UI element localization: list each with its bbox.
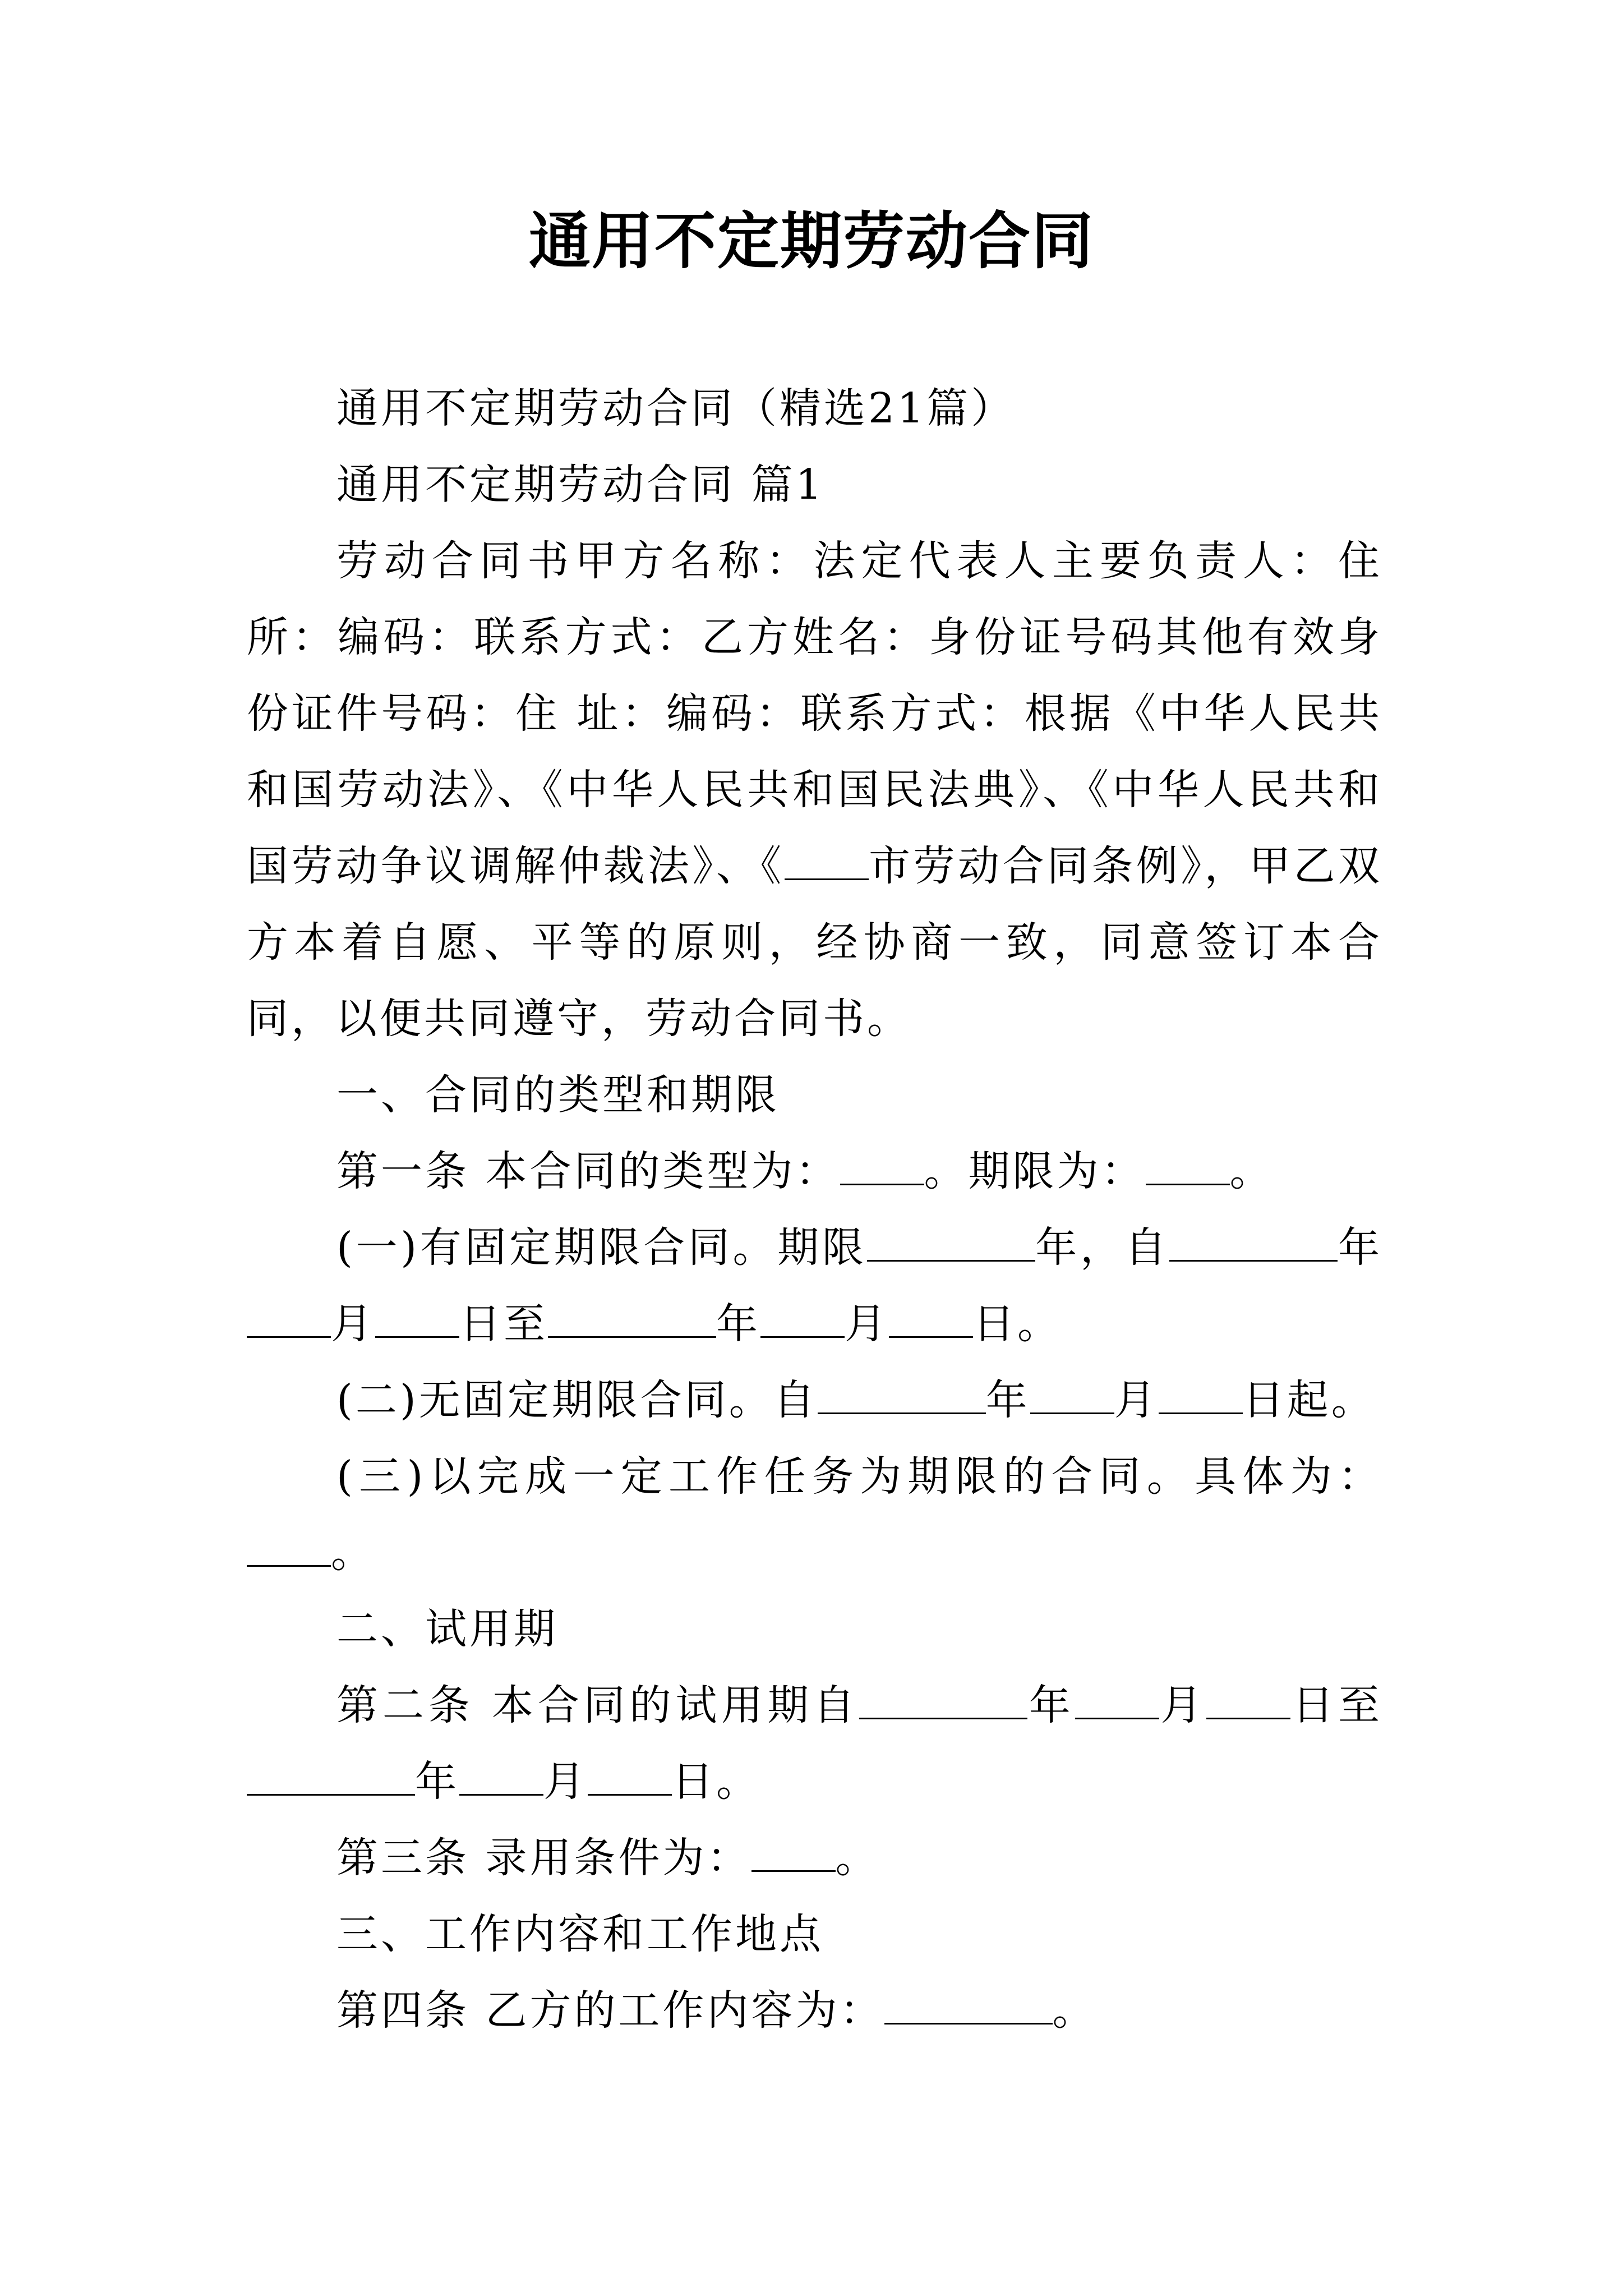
blank-field [247, 1303, 331, 1338]
blank-field [1169, 1226, 1338, 1262]
blank-field [1159, 1379, 1243, 1414]
blank-field [548, 1303, 716, 1338]
item-3-text: 。 [331, 1529, 375, 1577]
blank-field [588, 1760, 672, 1796]
item-2-text: (二)无固定期限合同。自 [336, 1376, 818, 1424]
item-1 [247, 1209, 1382, 1362]
article-3-text: 第三条 录用条件为： [336, 1834, 751, 1882]
article-1-text: 第一条 本合同的类型为： [336, 1147, 840, 1195]
blank-field [889, 1303, 973, 1338]
intro-paragraph [247, 523, 1382, 1057]
article-2-text: 年 [415, 1757, 459, 1806]
blank-field [1030, 1379, 1114, 1414]
item-1-text: 年，自 [1035, 1223, 1170, 1272]
blank-field [1146, 1150, 1230, 1185]
article-4 [247, 1972, 1382, 2049]
intro-tail-text: 市劳动合同条例》，甲乙双方本着自愿、平等的原则，经协商一致，同意签订本合同，以便共同遵守，劳动合同书。 [247, 842, 1382, 1043]
blank-field [375, 1303, 459, 1338]
intro-text: 劳动合同书甲方名称：法定代表人主要负责人：住 所：编码：联系方式：乙方姓名：身份证号码其他有效身份证件号码：住 址：编码：联系方式：根据《中华人民共和国劳动法》、《中华人民共和国民法典》、《中华人民共和国劳动争议调解仲裁法》、《 [247, 537, 1382, 890]
item-2 [247, 1362, 1382, 1438]
article-1 [247, 1133, 1382, 1209]
blank-field [859, 1684, 1027, 1719]
article-2-text: 年 [1027, 1681, 1075, 1729]
item-2-text: 月 [1114, 1376, 1159, 1424]
blank-field [818, 1379, 986, 1414]
document-title: 通用不定期劳动合同 [529, 205, 1094, 277]
blank-field [459, 1760, 543, 1796]
article-1-text: 。 [1229, 1147, 1274, 1195]
item-2-text: 年 [985, 1376, 1030, 1424]
document-body [247, 370, 1382, 2049]
item-2-text: 日起。 [1242, 1376, 1376, 1424]
blank-field [760, 1303, 845, 1338]
item-1-text: 年 [1338, 1223, 1383, 1272]
chapter-line: 通用不定期劳动合同 篇1 [336, 461, 825, 509]
blank-field [785, 845, 869, 880]
article-3-text: 。 [835, 1834, 880, 1882]
article-2-text: 日至 [1290, 1681, 1382, 1729]
blank-field [1206, 1684, 1290, 1719]
blank-field [751, 1837, 836, 1872]
article-4-text: 第四条 乙方的工作内容为： [336, 1986, 884, 2035]
blank-field [1075, 1684, 1159, 1719]
item-1-text: 月 [845, 1300, 889, 1348]
blank-field [867, 1226, 1035, 1262]
article-2-text: 月 [1159, 1681, 1207, 1729]
article-2-text: 日。 [672, 1757, 760, 1806]
item-1-text: 日。 [973, 1300, 1062, 1348]
article-2-text: 月 [543, 1757, 588, 1806]
section-heading-2: 二、试用期 [336, 1605, 558, 1653]
article-1-text: 。期限为： [924, 1147, 1146, 1195]
subtitle-line: 通用不定期劳动合同（精选21篇） [336, 384, 1016, 432]
section-heading-1: 一、合同的类型和期限 [336, 1071, 780, 1119]
item-1-text: (一)有固定期限合同。期限 [336, 1223, 867, 1272]
article-2-text: 第二条 本合同的试用期自 [336, 1681, 859, 1729]
item-1-text: 日至 [459, 1300, 548, 1348]
item-3 [247, 1438, 1382, 1591]
article-2 [247, 1667, 1382, 1820]
blank-field [884, 1989, 1053, 2024]
article-4-text: 。 [1052, 1986, 1097, 2035]
item-1-text: 月 [331, 1300, 375, 1348]
blank-field [247, 1531, 331, 1567]
blank-field [840, 1150, 924, 1185]
section-heading-3: 三、工作内容和工作地点 [336, 1910, 824, 1958]
article-3 [247, 1820, 1382, 1896]
item-1-text: 年 [716, 1300, 760, 1348]
item-3-text: (三)以完成一定工作任务为期限的合同。具体为： [336, 1452, 1382, 1501]
blank-field [247, 1760, 415, 1796]
